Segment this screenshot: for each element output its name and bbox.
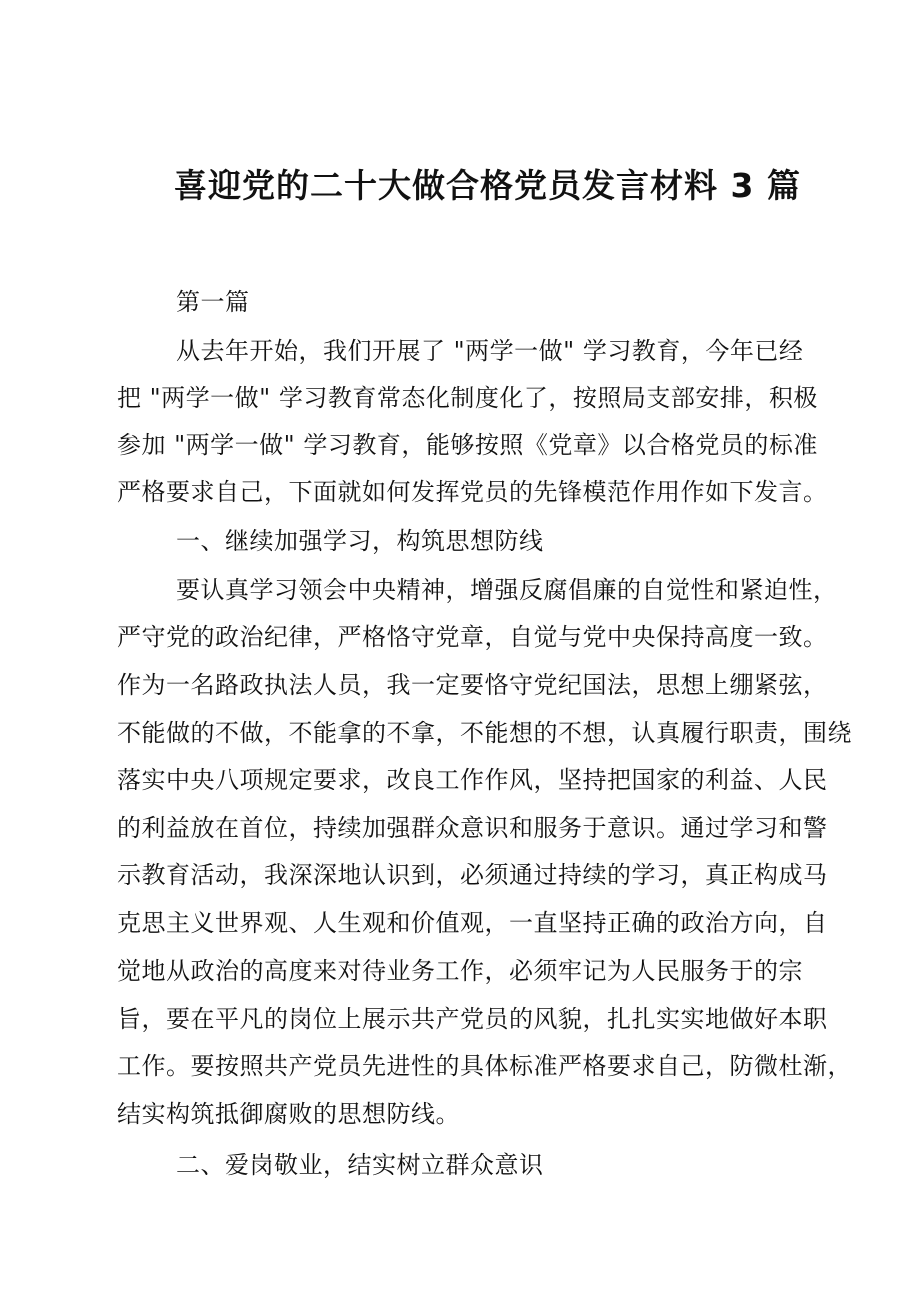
paragraph-line: 旨，要在平凡的岗位上展示共产党员的风貌，扎扎实实地做好本职 bbox=[117, 1005, 828, 1033]
paragraph-line: 要认真学习领会中央精神，增强反腐倡廉的自觉性和紧迫性， bbox=[176, 576, 838, 604]
paragraph-line: 的利益放在首位，持续加强群众意识和服务于意识。通过学习和警 bbox=[117, 814, 828, 842]
section-heading: 一、继续加强学习，构筑思想防线 bbox=[176, 527, 544, 555]
paragraph-line: 结实构筑抵御腐败的思想防线。 bbox=[117, 1100, 460, 1128]
document-title: 喜迎党的二十大做合格党员发言材料 3 篇 bbox=[174, 166, 801, 205]
paragraph-line: 从去年开始，我们开展了 "两学一做" 学习教育，今年已经 bbox=[176, 337, 804, 365]
paragraph-line: 严守党的政治纪律，严格恪守党章，自觉与党中央保持高度一致。 bbox=[117, 623, 828, 651]
paragraph-line: 觉地从政治的高度来对待业务工作，必须牢记为人民服务于的宗 bbox=[117, 957, 803, 985]
paragraph-line: 示教育活动，我深深地认识到，必须通过持续的学习，真正构成马 bbox=[117, 861, 828, 889]
paragraph-line: 把 "两学一做" 学习教育常态化制度化了，按照局支部安排，积极 bbox=[117, 384, 818, 412]
paragraph-line: 作为一名路政执法人员，我一定要恪守党纪国法，思想上绷紧弦， bbox=[117, 671, 828, 699]
section-label: 第一篇 bbox=[176, 288, 250, 316]
section-heading: 二、爱岗敬业，结实树立群众意识 bbox=[176, 1151, 544, 1179]
paragraph-line: 参加 "两学一做" 学习教育，能够按照《党章》以合格党员的标准 bbox=[117, 431, 818, 459]
paragraph-line: 严格要求自己，下面就如何发挥党员的先锋模范作用作如下发言。 bbox=[117, 478, 828, 506]
paragraph-line: 克思主义世界观、人生观和价值观，一直坚持正确的政治方向，自 bbox=[117, 909, 828, 937]
paragraph-line: 不能做的不做，不能拿的不拿，不能想的不想，认真履行职责，围绕 bbox=[117, 719, 852, 747]
paragraph-line: 落实中央八项规定要求，改良工作作风，坚持把国家的利益、人民 bbox=[117, 766, 828, 794]
paragraph-line: 工作。要按照共产党员先进性的具体标准严格要求自己，防微杜渐， bbox=[117, 1052, 852, 1080]
